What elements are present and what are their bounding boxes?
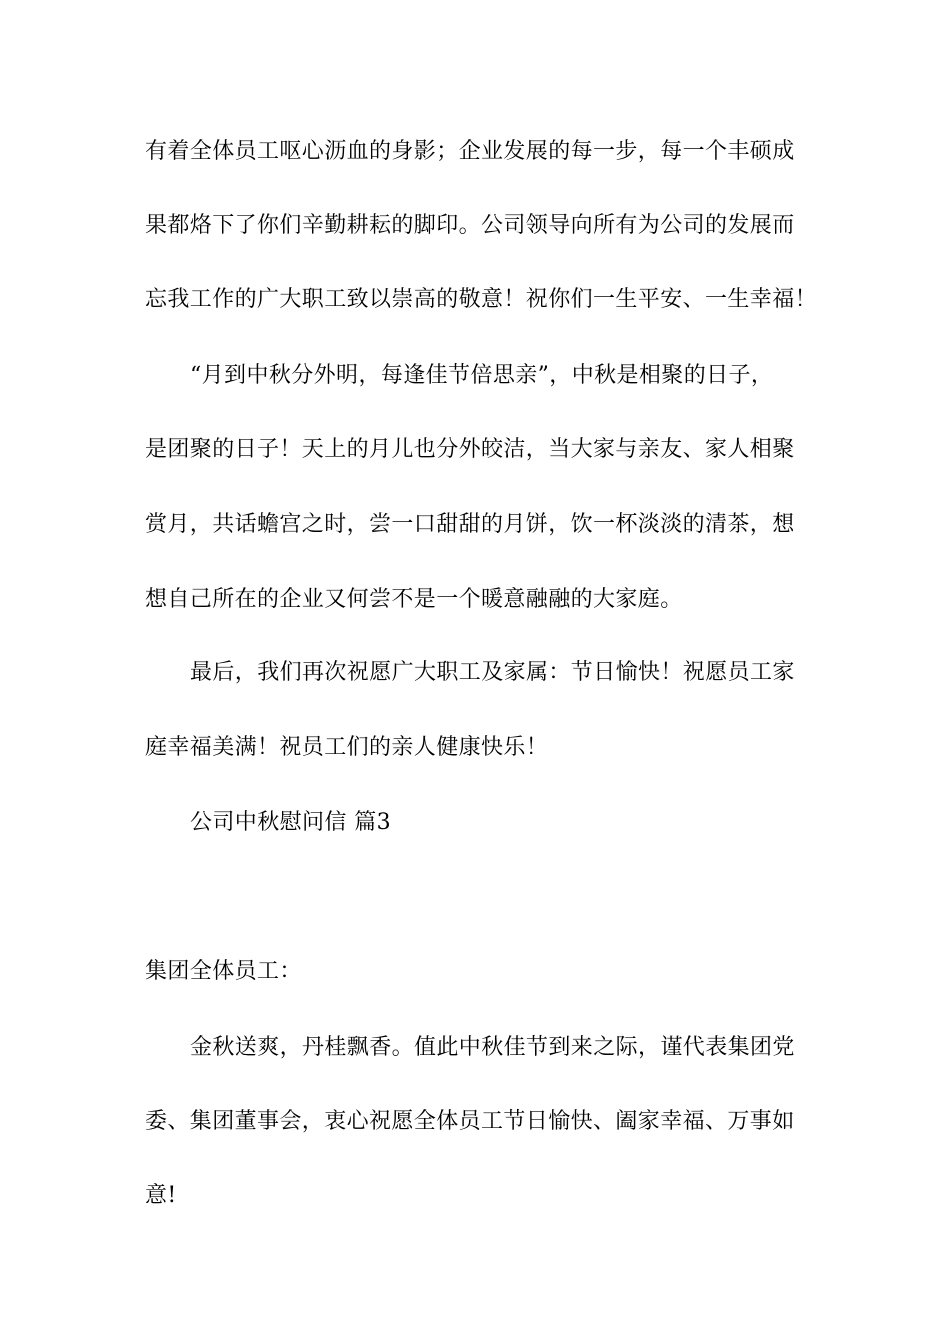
paragraph-line: 有着全体员工呕心沥血的身影；企业发展的每一步，每一个丰硕成 — [145, 139, 795, 164]
paragraph-line: 想自己所在的企业又何尝不是一个暖意融融的大家庭。 — [145, 587, 683, 612]
paragraph-line: 意! — [145, 1183, 177, 1208]
paragraph-line: 金秋送爽，丹桂飘香。值此中秋佳节到来之际，谨代表集团党 — [190, 1035, 795, 1060]
paragraph-line: 是团聚的日子！天上的月儿也分外皎洁，当大家与亲友、家人相聚 — [145, 437, 795, 462]
paragraph-line: 庭幸福美满！祝员工们的亲人健康快乐！ — [145, 735, 549, 760]
paragraph-line: 赏月，共话蟾宫之时，尝一口甜甜的月饼，饮一杯淡淡的清茶，想 — [145, 512, 795, 537]
paragraph-line: “月到中秋分外明，每逢佳节倍思亲”，中秋是相聚的日子， — [190, 363, 774, 388]
paragraph-line: 忘我工作的广大职工致以崇高的敬意！祝你们一生平安、一生幸福！ — [145, 287, 818, 312]
paragraph-line: 委、集团董事会，衷心祝愿全体员工节日愉快、阖家幸福、万事如 — [145, 1109, 795, 1134]
salutation: 集团全体员工： — [145, 959, 302, 984]
section-heading: 公司中秋慰问信 篇3 — [190, 810, 391, 835]
paragraph-line: 最后，我们再次祝愿广大职工及家属：节日愉快！祝愿员工家 — [190, 660, 795, 685]
paragraph-line: 果都烙下了你们辛勤耕耘的脚印。公司领导向所有为公司的发展而 — [145, 213, 795, 238]
